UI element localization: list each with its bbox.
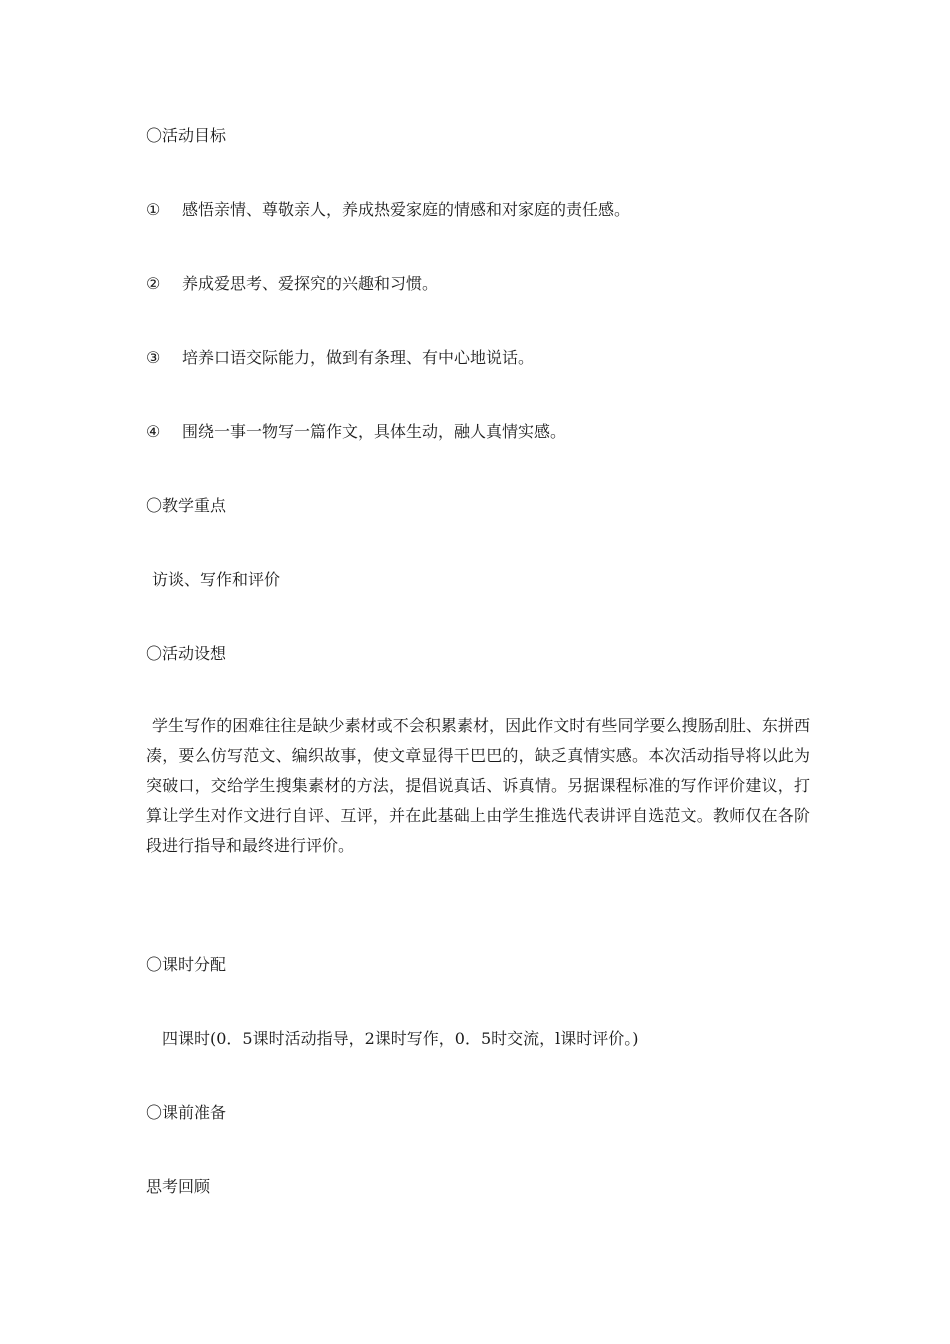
goal-item-4 [146, 420, 566, 444]
goal-item-3 [146, 346, 534, 370]
goal-number: ④ [146, 422, 161, 441]
goal-number: ② [146, 274, 161, 293]
goal-item-2 [146, 272, 438, 296]
goal-text: 养成爱思考、爱探究的兴趣和习惯。 [182, 274, 439, 293]
goal-item-1 [146, 198, 630, 222]
time-text: 四课时(0．5课时活动指导，2课时写作，0．5时交流，l课时评价。) [162, 1029, 639, 1048]
focus-text: 访谈、写作和评价 [152, 570, 281, 589]
goal-text: 培养口语交际能力，做到有条理、有中心地说话。 [182, 348, 535, 367]
focus-heading: 〇教学重点 [146, 496, 227, 515]
idea-heading: 〇活动设想 [146, 644, 227, 663]
prep-heading: 〇课前准备 [146, 1103, 227, 1122]
goals-heading: 〇活动目标 [146, 126, 227, 145]
goal-text: 感悟亲情、尊敬亲人，养成热爱家庭的情感和对家庭的责任感。 [182, 200, 631, 219]
goal-number: ③ [146, 348, 161, 367]
goal-number: ① [146, 200, 161, 219]
goal-text: 围绕一事一物写一篇作文，具体生动，融人真情实感。 [182, 422, 567, 441]
time-heading: 〇课时分配 [146, 955, 227, 974]
prep-subheading: 思考回顾 [146, 1177, 211, 1196]
idea-paragraph: 学生写作的困难往往是缺少素材或不会积累素材，因此作文时有些同学要么搜肠刮肚、东拼西凑，要么仿写范文、编织故事，使文章显得干巴巴的，缺乏真情实感。本次活动指导将以此为突破口，交给学生搜集素材的方法，提倡说真话、诉真情。另据课程标准的写作评价建议，打算让学生对作文进行自评、互评，并在此基础上由学生推选代表讲评自选范文。教师仅在各阶段进行指导和最终进行评价。 [146, 716, 810, 855]
